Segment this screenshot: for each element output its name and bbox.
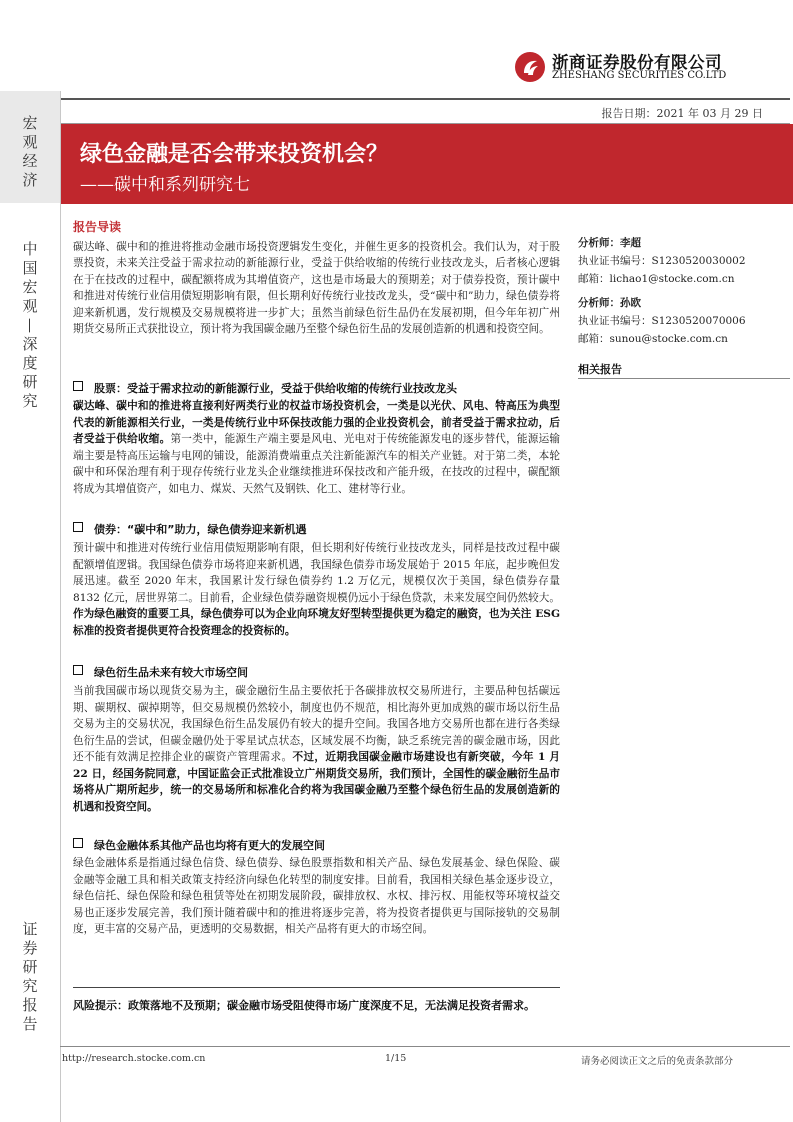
section-bold-lead: 碳达峰、碳中和的推进将直接利好两类行业的权益市场投资机会，一类是以光伏、风电、特高压为典型代表的新能源相关行业，一类是传统行业中环保技改能力强的企业投资机会，前者受益于需求拉动，后者受益于供给收缩。	[73, 400, 560, 445]
page-number: 1/15	[385, 1053, 407, 1064]
section-heading-stocks	[73, 380, 457, 396]
section-body-bonds	[73, 540, 560, 639]
sidebar-char: 国	[22, 259, 38, 277]
related-reports-divider	[578, 378, 790, 379]
company-name-en: ZHESHANG SECURITIES CO.LTD	[552, 70, 727, 81]
sidebar-char: 究	[22, 977, 38, 995]
sidebar-char: 中	[22, 240, 38, 258]
sidebar-divider	[60, 91, 61, 1122]
risk-divider	[73, 987, 560, 988]
sidebar-report-type	[0, 240, 60, 411]
section-body-stocks	[73, 398, 560, 497]
sidebar-char: 经	[22, 152, 38, 170]
analyst-card	[578, 234, 788, 288]
report-title: 绿色金融是否会带来投资机会？	[80, 142, 389, 167]
section-text: 绿色金融体系是指通过绿色信贷、绿色债券、绿色股票指数和相关产品、绿色发展基金、绿色保险、碳金融等金融工具和相关政策支持经济向绿色化转型的制度安排。目前看，我国相关绿色基金逐步设立，绿色信托、绿色保险和绿色租赁等处在初期发展阶段，碳排放权、水权、排污权、用能权等环境权益交易也正逐步发展完善，我们预计随着碳中和的推进将逐步完善，将为投资者提供更与国际接轨的交易制度，更丰富的交易产品，更透明的交易数据，相关产品将有更大的市场空间。	[73, 857, 560, 935]
sidebar-char: 证	[22, 920, 38, 938]
section-bold-tail: 不过，近期我国碳金融市场建设也有新突破，今年 1 月 22 日，经国务院同意，中国证监会正式批准设立广州期货交易所，我们预计，全国性的碳金融衍生品市场将从广期所起步，统一的交易场所和标准化合约将为我国碳金融乃至整个绿色衍生品的发展创造新的机遇和投资空间。	[73, 751, 561, 813]
analyst-email: 邮箱：sunou@stocke.com.cn	[578, 333, 728, 345]
sidebar-char: 研	[22, 373, 38, 391]
intro-text: 碳达峰、碳中和的推进将推动金融市场投资逻辑发生变化，并催生更多的投资机会。我们认为，对于股票投资，未来关注受益于需求拉动的新能源行业，受益于供给收缩的传统行业技改龙头，后者核心逻辑在于在技改的过程中，碳配额将成为其增值资产，这也是市场最大的预期差；对于债券投资，预计碳中和推进对传统行业信用债短期影响有限，但长期利好传统行业技改龙头，受“碳中和”助力，绿色债券将迎来新机遇，发行规模及交易规模将进一步扩大；虽然当前绿色衍生品仍在发展初期，但今年年初广州期货交易所正式获批设立，预计将为我国碳金融乃至整个绿色衍生品的发展创造新的机遇和投资空间。	[73, 240, 560, 335]
sidebar-char: 报	[22, 996, 38, 1014]
sidebar-char: —	[21, 318, 40, 333]
section-heading-derivatives	[73, 664, 248, 680]
company-logo-icon	[515, 52, 545, 82]
intro-heading: 报告导读	[73, 220, 122, 234]
company-name-cn: 浙商证券股份有限公司	[552, 53, 722, 72]
sidebar-footer-text	[0, 920, 60, 1034]
sidebar-category	[0, 114, 60, 190]
section-title: 绿色金融体系其他产品也均将有更大的发展空间	[94, 839, 325, 852]
intro-section	[73, 219, 560, 338]
report-date: 报告日期：2021 年 03 月 29 日	[601, 107, 763, 120]
sidebar-report-type-text	[0, 240, 60, 411]
section-body-other-products	[73, 855, 560, 938]
sidebar-char: 观	[22, 133, 38, 151]
footer-url[interactable]: http://research.stocke.com.cn	[62, 1053, 206, 1064]
header-divider	[60, 98, 790, 100]
sidebar-footer	[0, 920, 60, 1034]
analyst-name: 李超	[620, 237, 641, 249]
sidebar-char: 研	[22, 958, 38, 976]
analyst-cert: 执业证书编号：S1230520030002	[578, 255, 746, 267]
section-text: 当前我国碳市场以现货交易为主，碳金融衍生品主要依托于各碳排放权交易所进行，主要品种包括碳远期、碳期权、碳掉期等，但交易规模仍然较小，制度也仍不规范，相比海外更加成熟的碳市场以衍生品交易为主的交易状况，我国绿色衍生品发展仍有较大的提升空间。我国各地方交易所也都在进行各类绿色衍生品的尝试，但碳金融仍处于零星试点状态，区域发展不均衡，缺乏系统完善的碳金融市场，因此还不能有效满足控排企业的碳资产管理需求。	[73, 685, 560, 763]
analyst-label: 分析师：	[578, 237, 620, 249]
analyst-card	[578, 294, 788, 348]
analyst-name: 孙欧	[620, 297, 641, 309]
footer-divider	[60, 1046, 790, 1047]
checkbox-bullet-icon	[73, 381, 83, 391]
checkbox-bullet-icon	[73, 522, 83, 532]
section-text: 第一类中，能源生产端主要是风电、光电对于传统能源发电的逐步替代，能源运输端主要是特高压运输与电网的铺设，能源消费端重点关注新能源汽车的相关产业链。对于第二类，本轮碳中和环保治理有利于现存传统行业龙头企业继续推进环保技改和产能升级，在技改的过程中，碳配额将成为其增值资产，如电力、煤炭、天然气及钢铁、化工、建材等行业。	[73, 433, 561, 495]
sidebar-char: 观	[22, 297, 38, 315]
section-heading-other-products	[73, 837, 325, 853]
section-heading-bonds	[73, 521, 306, 537]
section-bold-tail: 作为绿色融资的重要工具，绿色债券可以为企业向环境友好型转型提供更为稳定的融资，也为关注 ESG 标准的投资者提供更符合投资理念的投资标的。	[73, 608, 560, 637]
section-body-derivatives	[73, 683, 560, 815]
risk-warning: 风险提示：政策落地不及预期；碳金融市场受阻使得市场广度深度不足，无法满足投资者需求。	[73, 999, 535, 1012]
footer-disclaimer: 请务必阅读正文之后的免责条款部分	[580, 1056, 733, 1067]
checkbox-bullet-icon	[73, 665, 83, 675]
analyst-email: 邮箱：lichao1@stocke.com.cn	[578, 273, 735, 285]
sidebar-char: 深	[22, 335, 38, 353]
sidebar-char: 究	[22, 392, 38, 410]
sidebar-char: 度	[22, 354, 38, 372]
section-title: 绿色衍生品未来有较大市场空间	[94, 666, 248, 679]
analyst-label: 分析师：	[578, 297, 620, 309]
sidebar-char: 告	[22, 1015, 38, 1033]
section-text: 预计碳中和推进对传统行业信用债短期影响有限，但长期利好传统行业技改龙头，同样是技改过程中碳配额增值逻辑。我国绿色债券市场将迎来新机遇，我国绿色债券市场发展始于 2015 年底，起步晚但发展迅速。截至 2020 年末，我国累计发行绿色债券约 1.2 万亿元，规模仅次于美国，绿色债券存量 8132 亿元，居世界第二。目前看，企业绿色债券融资规模仍远小于绿色贷款，未来发展空间仍然较大。	[73, 542, 560, 604]
sidebar-char: 券	[22, 939, 38, 957]
sidebar-char: 宏	[22, 278, 38, 296]
section-title: 债券：“碳中和”助力，绿色债券迎来新机遇	[94, 523, 307, 536]
sidebar-char: 宏	[22, 114, 38, 132]
related-reports-heading: 相关报告	[578, 363, 622, 376]
section-title: 股票：受益于需求拉动的新能源行业，受益于供给收缩的传统行业技改龙头	[94, 382, 457, 395]
checkbox-bullet-icon	[73, 838, 83, 848]
sidebar-category-text	[0, 114, 60, 190]
report-subtitle: ——碳中和系列研究七	[80, 175, 250, 195]
sidebar-char: 济	[22, 171, 38, 189]
analyst-cert: 执业证书编号：S1230520070006	[578, 315, 746, 327]
